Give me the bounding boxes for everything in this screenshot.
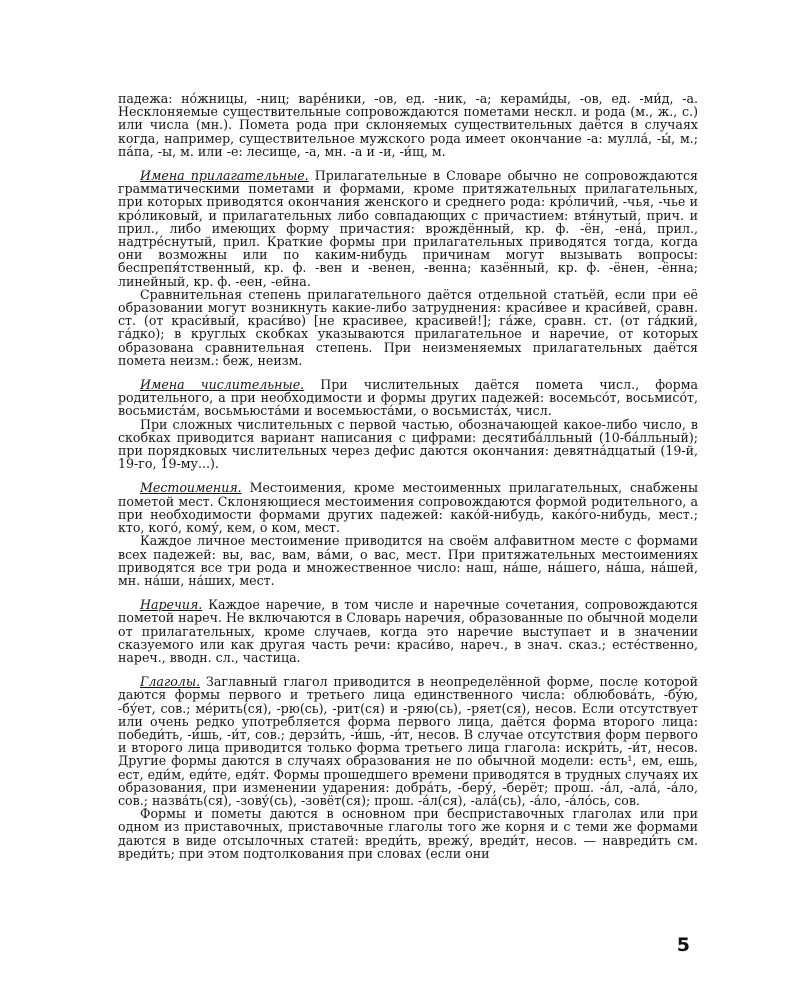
paragraph-text: Каждое наречие, в том числе и наречные сочетания, сопровождаются пометой нареч. Не включаются в Словарь наречия, образованные по обычной модели от прилагательных, кроме случаев, когда это наречие выступает и в значении сказуемого или как другая часть речи: краси́во, нареч., в знач. сказ.; есте́ственно, нареч., вводн. сл., частица. xyxy=(118,597,698,665)
paragraph-text: Каждое личное местоимение приводится на своём алфавитном месте с формами всех падежей: вы, вас, вам, ва́ми, о вас, мест. При притяжательных местоимениях приводятся все три рода и множественное число: наш, на́ше, на́шего, на́ша, на́шей, мн. на́ши, на́ших, мест. xyxy=(118,533,698,588)
paragraph xyxy=(118,675,698,807)
section-heading: Наречия. xyxy=(140,597,203,613)
page-body xyxy=(118,92,698,860)
paragraph-text: Местоимения, кроме местоименных прилагательных, снабжены пометой мест. Склоняющиеся местоимения сопровождаются формой родительного, а при необходимости формами других падежей: како́й-нибудь, како́го-нибудь, мест.; кто, кого́, кому́, кем, о ком, мест. xyxy=(118,480,698,536)
paragraph xyxy=(118,481,698,534)
paragraph xyxy=(118,807,698,860)
page-number: 5 xyxy=(676,934,690,956)
paragraph xyxy=(118,92,698,158)
paragraph-text: При сложных числительных с первой частью, обозначающей какое-либо число, в скобках приводится вариант написания с цифрами: десятиба́лльный (10-ба́лльный); при порядковых числительных через дефис даются окончания: девятна́дцатый (19-й, 19-го, 19-му...). xyxy=(118,416,698,472)
paragraph-text: Заглавный глагол приводится в неопределённой форме, после которой даются формы первого и третьего лица единственного числа: облюбова́ть, -бу́ю, -бу́ет, сов.; ме́рить(ся), -рю(сь), -рит(ся) и -ряю(сь), -ряет(ся), несов. Если отсутствует или очень редко употребляется форма первого лица, даётся форма второго лица: победи́ть, -и́шь, -и́т, сов.; дерзи́ть, -и́шь, -и́т, несов. В случае отсутствия форм первого и второго лица приводится только форма третьего лица глагола: искри́ть, -и́т, несов. Другие формы даются в случаях образования не по обычной модели: есть¹, ем, ешь, ест, еди́м, еди́те, едя́т. Формы прошедшего времени приводятся в трудных случаях их образования, при изменении ударения: добра́ть, -беру́, -берёт; прош. -а́л, -ала́, -а́ло, сов.; назва́ть(ся), -зову́(сь), -зовёт(ся); прош. -а́л(ся), -ала́(сь), -а́ло, -а́ло́сь, сов. xyxy=(118,674,698,808)
paragraph-text: Формы и пометы даются в основном при бесприставочных глаголах или при одном из приставочных, приставочные глаголы того же корня и с теми же формами даются в виде отсылочных статей: вреди́ть, врежу́, вреди́т, несов. — навреди́ть см. вреди́ть; при этом подтолкования при словах (если они xyxy=(118,806,698,861)
paragraph xyxy=(118,598,698,664)
paragraph xyxy=(118,378,698,418)
paragraph-text: Прилагательные в Словаре обычно не сопровождаются грамматическими пометами и формами, кроме притяжательных прилагательных, при которых приводятся окончания женского и среднего рода: кро́личий, -чья, -чье и кро́ликовый, и прилагательных либо совпадающих с причастием: втя́нутый, прич. и прил., либо имеющих форму причастия: врождённый, кр. ф. -ён, -ена́, прил., надтре́снутый, прил. Краткие формы при прилагательных приводятся тогда, когда они возможны или по каким-нибудь причинам могут вызывать вопросы: беспрепя́тственный, кр. ф. -вен и -венен, -венна; казённый, кр. ф. -ёнен, -ённа; линейный, кр. ф. -еен, -ейна. xyxy=(118,168,698,289)
section-heading: Местоимения. xyxy=(140,480,242,496)
paragraph xyxy=(118,288,698,367)
paragraph xyxy=(118,169,698,288)
section-heading: Имена числительные. xyxy=(140,377,305,393)
section-heading: Имена прилагательные. xyxy=(140,168,309,184)
paragraph-text: Сравнительная степень прилагательного даётся отдельной статьёй, если при её образовании могут возникнуть какие-либо затруднения: краси́вее и краси́вей, сравн. ст. (от краси́вый, краси́во) [не красивее, красивей!]; га́же, сравн. ст. (от га́дкий, га́дко); в круглых скобках указываются прилагательное и наречие, от которых образована сравнительная степень. При неизменяемых прилагательных даётся помета неизм.: беж, неизм. xyxy=(118,286,698,368)
paragraph-text: При числительных даётся помета числ., форма родительного, а при необходимости и формы других падежей: восемьсо́т, восьмисо́т, восьмиста́м, восьмьюста́ми и восемьюста́ми, о восьмиста́х, числ. xyxy=(118,377,699,419)
paragraph xyxy=(118,534,698,587)
paragraph xyxy=(118,418,698,471)
paragraph-text: падежа: но́жницы, -ниц; варе́ники, -ов, ед. -ник, -а; керами́ды, -ов, ед. -ми́д, -а. Несклоняемые существительные сопровождаются пометами нескл. и рода (м., ж., с.) или числа (мн.). Помета рода при склоняемых существительных даётся в случаях когда, например, существительное мужского рода имеет окончание -а: мулла́, -ы́, м.; па́па, -ы, м. или -е: лесище, -а, мн. -а и -и, -и́щ, м. xyxy=(118,91,698,159)
section-heading: Глаголы. xyxy=(140,674,201,690)
